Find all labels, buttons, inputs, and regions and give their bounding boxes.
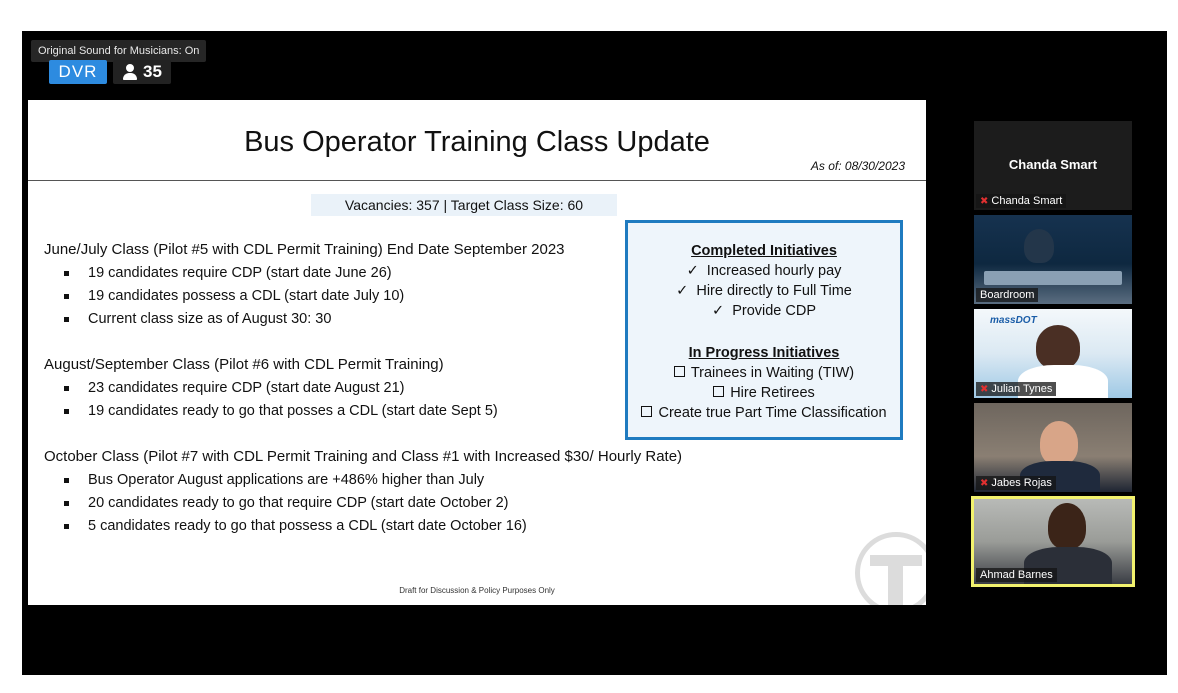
- class-section: [44, 241, 565, 331]
- in-progress-item: Trainees in Waiting (TIW): [628, 363, 900, 383]
- participant-display-name: Chanda Smart: [1008, 157, 1098, 172]
- completed-initiatives-title: Completed Initiatives: [691, 243, 837, 259]
- participant-tile-boardroom[interactable]: [974, 215, 1132, 304]
- completed-item: ✓ Provide CDP: [711, 303, 817, 319]
- list-item: 23 candidates require CDP (start date August 21): [88, 377, 498, 400]
- massdot-logo: massDOT: [990, 315, 1037, 326]
- mbta-t-logo-icon: [855, 532, 926, 605]
- person-icon: [122, 64, 138, 80]
- participant-name-label: ✖ Jabes Rojas: [976, 476, 1056, 490]
- video-person: [1036, 325, 1080, 369]
- participant-tile-chanda-smart[interactable]: [974, 121, 1132, 210]
- checkbox-icon: [713, 386, 724, 397]
- class-section: [44, 448, 682, 538]
- checkmark-icon: ✓: [676, 283, 697, 299]
- viewer-count-value: 35: [143, 62, 162, 81]
- checkbox-icon: [674, 366, 685, 377]
- participant-tile-julian-tynes[interactable]: [974, 309, 1132, 398]
- muted-mic-icon: ✖: [980, 196, 989, 207]
- section-heading: August/September Class (Pilot #6 with CDL Permit Training): [44, 356, 444, 373]
- video-person: [1040, 421, 1078, 465]
- slide-title: Bus Operator Training Class Update: [244, 126, 710, 158]
- completed-item: ✓ Hire directly to Full Time: [676, 283, 852, 299]
- bullet-list: [44, 469, 682, 538]
- muted-mic-icon: ✖: [980, 384, 989, 395]
- in-progress-initiatives-title: In Progress Initiatives: [688, 345, 840, 361]
- title-divider: [28, 180, 926, 181]
- list-item: 19 candidates possess a CDL (start date July 10): [88, 285, 565, 308]
- section-heading: October Class (Pilot #7 with CDL Permit Training and Class #1 with Increased $30/ Hourly Rate): [44, 448, 683, 465]
- participant-tile-jabes-rojas[interactable]: [974, 403, 1132, 492]
- bullet-list: [44, 377, 498, 423]
- participant-tile-ahmad-barnes[interactable]: [971, 496, 1135, 587]
- list-item: 19 candidates require CDP (start date June 26): [88, 262, 565, 285]
- checkmark-icon: ✓: [711, 303, 733, 319]
- slide-footer: Draft for Discussion & Policy Purposes Only: [399, 586, 555, 595]
- participant-name-label: Ahmad Barnes: [976, 568, 1057, 582]
- initiatives-box: [625, 220, 903, 440]
- participant-name-label: Boardroom: [976, 288, 1038, 302]
- class-section: [44, 356, 498, 423]
- dvr-badge[interactable]: DVR: [49, 60, 107, 84]
- video-person: [1024, 229, 1054, 263]
- list-item: Current class size as of August 30: 30: [88, 308, 565, 331]
- list-item: 19 candidates ready to go that posses a CDL (start date Sept 5): [88, 400, 498, 423]
- vacancies-banner: Vacancies: 357 | Target Class Size: 60: [311, 194, 617, 216]
- muted-mic-icon: ✖: [980, 478, 989, 489]
- checkmark-icon: ✓: [686, 263, 707, 279]
- list-item: 20 candidates ready to go that require CDP (start date October 2): [88, 492, 682, 515]
- in-progress-item: Hire Retirees: [628, 383, 900, 403]
- participant-name-label: ✖ Chanda Smart: [976, 194, 1066, 208]
- as-of-date: As of: 08/30/2023: [810, 159, 905, 173]
- list-item: Bus Operator August applications are +486% higher than July: [88, 469, 682, 492]
- participant-name-label: ✖ Julian Tynes: [976, 382, 1056, 396]
- section-heading: June/July Class (Pilot #5 with CDL Permit Training) End Date September 2023: [44, 241, 565, 258]
- checkbox-icon: [641, 406, 652, 417]
- video-person: [1048, 503, 1086, 549]
- original-sound-indicator[interactable]: Original Sound for Musicians: On: [31, 40, 206, 62]
- in-progress-item: Create true Part Time Classification: [628, 403, 900, 423]
- shared-slide: [28, 100, 926, 605]
- list-item: 5 candidates ready to go that possess a CDL (start date October 16): [88, 515, 682, 538]
- completed-item: ✓ Increased hourly pay: [686, 263, 842, 279]
- bullet-list: [44, 262, 565, 331]
- video-desk: [984, 271, 1122, 285]
- viewer-count: [113, 60, 171, 84]
